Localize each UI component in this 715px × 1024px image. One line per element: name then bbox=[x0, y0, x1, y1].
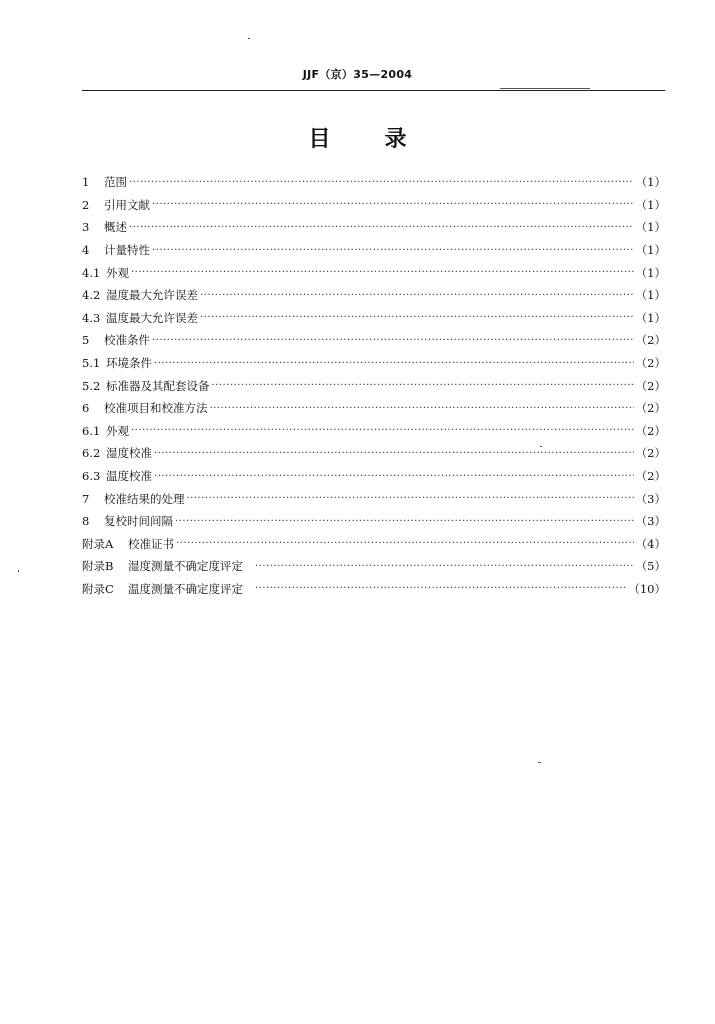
scan-speck bbox=[18, 570, 19, 572]
toc-entry-number: 6.2 bbox=[82, 446, 101, 461]
toc-entry-number: 5.2 bbox=[82, 378, 101, 393]
toc-entry-page: （5） bbox=[635, 559, 666, 574]
toc-entry-label: 复校时间间隔 bbox=[104, 514, 173, 529]
toc-leader-dots bbox=[175, 516, 634, 527]
page-title bbox=[0, 122, 715, 153]
toc-entry-number: 6 bbox=[82, 401, 90, 416]
toc-entry[interactable] bbox=[82, 465, 666, 488]
toc-entry-number: 4.2 bbox=[82, 288, 101, 303]
toc-entry-label: 校准证书 bbox=[128, 536, 174, 551]
toc-leader-dots bbox=[131, 267, 634, 278]
toc-entry-page: （1） bbox=[635, 288, 666, 303]
toc-entry[interactable] bbox=[82, 329, 666, 352]
toc-entry[interactable] bbox=[82, 284, 666, 307]
toc-entry[interactable] bbox=[82, 374, 666, 397]
header-rule-accent bbox=[500, 88, 590, 89]
toc-leader-dots bbox=[154, 358, 634, 369]
toc-entry[interactable] bbox=[82, 239, 666, 262]
scan-speck bbox=[248, 38, 250, 39]
toc-leader-dots bbox=[154, 471, 634, 482]
toc-entry-number: 4 bbox=[82, 243, 90, 258]
toc-entry-number: 7 bbox=[82, 491, 90, 506]
table-of-contents bbox=[82, 171, 666, 600]
toc-entry-label: 温度最大允许误差 bbox=[106, 310, 198, 325]
toc-entry-number: 5.1 bbox=[82, 356, 101, 371]
toc-entry[interactable] bbox=[82, 510, 666, 533]
toc-leader-dots bbox=[210, 403, 634, 414]
toc-entry-label: 概述 bbox=[104, 220, 127, 235]
toc-entry-label: 校准条件 bbox=[104, 333, 150, 348]
toc-entry-number: 2 bbox=[82, 197, 90, 212]
toc-entry-page: （1） bbox=[635, 220, 666, 235]
toc-leader-dots bbox=[129, 222, 634, 233]
toc-entry-label: 湿度测量不确定度评定 bbox=[128, 559, 243, 574]
toc-entry-page: （2） bbox=[635, 378, 666, 393]
toc-entry-label: 范围 bbox=[104, 175, 127, 190]
toc-entry[interactable] bbox=[82, 307, 666, 330]
toc-entry-page: （3） bbox=[635, 514, 666, 529]
toc-entry[interactable] bbox=[82, 578, 666, 601]
toc-entry-number: 3 bbox=[82, 220, 90, 235]
toc-leader-dots bbox=[176, 538, 634, 549]
toc-entry-number: 5 bbox=[82, 333, 90, 348]
toc-entry-page: （4） bbox=[635, 536, 666, 551]
toc-leader-dots bbox=[131, 425, 634, 436]
toc-entry[interactable] bbox=[82, 261, 666, 284]
toc-entry-page: （2） bbox=[635, 446, 666, 461]
toc-entry-number: 6.3 bbox=[82, 469, 101, 484]
toc-entry[interactable] bbox=[82, 397, 666, 420]
toc-entry[interactable] bbox=[82, 442, 666, 465]
toc-entry-page: （2） bbox=[635, 356, 666, 371]
toc-leader-dots bbox=[255, 561, 634, 572]
toc-entry-label: 引用文献 bbox=[104, 197, 150, 212]
toc-entry[interactable] bbox=[82, 194, 666, 217]
toc-entry-page: （1） bbox=[635, 243, 666, 258]
toc-entry-number: 6.1 bbox=[82, 423, 101, 438]
toc-entry-page: （2） bbox=[635, 333, 666, 348]
toc-entry-label: 计量特性 bbox=[104, 243, 150, 258]
toc-leader-dots bbox=[212, 380, 634, 391]
toc-leader-dots bbox=[152, 335, 634, 346]
toc-entry-label: 湿度校准 bbox=[106, 446, 152, 461]
toc-entry-label: 温度测量不确定度评定 bbox=[128, 581, 243, 596]
document-header-code: JJF（京）35—2004 bbox=[302, 68, 413, 81]
toc-entry-label: 校准项目和校准方法 bbox=[104, 401, 208, 416]
toc-entry-number: 8 bbox=[82, 514, 90, 529]
title-char-1: 目 bbox=[308, 127, 331, 152]
toc-entry-page: （2） bbox=[635, 401, 666, 416]
toc-entry-label: 外观 bbox=[106, 423, 129, 438]
toc-leader-dots bbox=[187, 493, 634, 504]
toc-entry[interactable] bbox=[82, 352, 666, 375]
header-rule bbox=[82, 90, 665, 91]
toc-entry-label: 标准器及其配套设备 bbox=[106, 378, 210, 393]
toc-entry-label: 校准结果的处理 bbox=[104, 491, 185, 506]
toc-leader-dots bbox=[152, 245, 634, 256]
toc-entry-number: 4.3 bbox=[82, 310, 101, 325]
toc-entry-number: 1 bbox=[82, 175, 90, 190]
toc-entry-label: 湿度最大允许误差 bbox=[106, 288, 198, 303]
toc-entry-number: 附录C bbox=[82, 581, 114, 596]
toc-leader-dots bbox=[154, 448, 634, 459]
toc-entry-label: 温度校准 bbox=[106, 469, 152, 484]
toc-entry-page: （10） bbox=[628, 581, 666, 596]
toc-entry-number: 附录B bbox=[82, 559, 114, 574]
toc-entry[interactable] bbox=[82, 555, 666, 578]
toc-leader-dots bbox=[200, 312, 634, 323]
toc-entry-label: 环境条件 bbox=[106, 356, 152, 371]
toc-leader-dots bbox=[129, 177, 634, 188]
toc-entry[interactable] bbox=[82, 533, 666, 556]
toc-entry-page: （3） bbox=[635, 491, 666, 506]
scan-speck bbox=[538, 762, 541, 763]
toc-entry-page: （1） bbox=[635, 197, 666, 212]
toc-leader-dots bbox=[200, 290, 634, 301]
scan-speck bbox=[540, 446, 542, 447]
toc-leader-dots bbox=[152, 199, 634, 210]
toc-entry-page: （1） bbox=[635, 175, 666, 190]
toc-entry-page: （2） bbox=[635, 469, 666, 484]
toc-entry-number: 4.1 bbox=[82, 265, 101, 280]
toc-entry-page: （2） bbox=[635, 423, 666, 438]
toc-entry[interactable] bbox=[82, 171, 666, 194]
toc-entry[interactable] bbox=[82, 420, 666, 443]
toc-entry-page: （1） bbox=[635, 265, 666, 280]
toc-leader-dots bbox=[255, 583, 626, 594]
toc-entry[interactable] bbox=[82, 216, 666, 239]
toc-entry-page: （1） bbox=[635, 310, 666, 325]
toc-entry-number: 附录A bbox=[82, 536, 114, 551]
toc-entry-label: 外观 bbox=[106, 265, 129, 280]
toc-entry[interactable] bbox=[82, 487, 666, 510]
title-char-2: 录 bbox=[384, 127, 407, 152]
